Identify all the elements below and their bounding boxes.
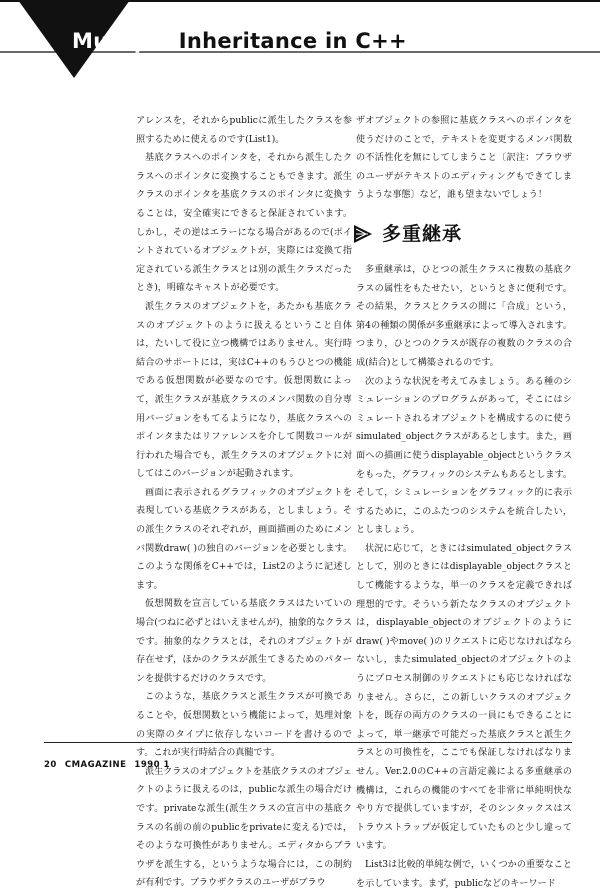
paragraph: 基底クラスへのポインタを，それから派生したクラスへのポインタに変換することもできます。派生クラスのポインタを基底クラスのポインタに変換することは，安全確実にできると保証されています。しかし，その逆はエラーになる場合があるので(ポイントされているオブジェクトが，実際には変換て指定されている派生クラスとは別の派生クラスだったとき)，明確なキャストが必要です。 <box>136 153 352 294</box>
magazine-name: CMAGAZINE <box>64 760 127 770</box>
paragraph: このような，基底クラスと派生クラスが可換であることや，仮想関数という機能によって，処理対象の実際のタイプに依存しないコードを書けるのです。これが実行時結合の真髄です。 <box>136 692 352 759</box>
paragraph: 多重継承は，ひとつの派生クラスに複数の基底クラスの属性をもたせたい，というときに便利です。その結果，クラスとクラスの間に「合成」という，第4の種類の関係が多重継承によって導入されます。つまり，ひとつのクラスが既存の複数のクラスの合成(結合)として構築されるのです。 <box>356 264 572 368</box>
title-part-1: Multiple <box>72 29 172 53</box>
header-band <box>0 0 600 78</box>
paragraph: 仮想関数を宣言している基底クラスはたいていの場合(つねに必ずとはいえませんが)，抽象的なクラスです。抽象的なクラスとは，それのオブジェクトが存在せず，ほかのクラスが派生てきるためのパターンを提供するだけのクラスです。 <box>136 599 352 684</box>
paragraph: 次のような状況を考えてみましょう。ある種のシミュレーションのプログラムがあって，そこにはシミュレートされるオブジェクトを構成するのに使うsimulated_objectクラスがあるとします。また，画面への描画に使うdisplayable_objectというクラスをもった，グラフィックのシステムもあるとします。そして，シミュレーションをグラフィック的に表示するために，このふたつのシステムを統合したい，としましょう。 <box>356 376 572 536</box>
paragraph: List3は比較的単純な例で，いくつかの重要なことを示しています。まず，publicなどのキーワード <box>356 859 572 889</box>
section-heading <box>352 219 572 249</box>
right-column <box>356 112 572 893</box>
paragraph: 派生クラスのオブジェクトを，あたかも基底クラスのオブジェクトのように扱えるということ自体は，たいして役に立つ機構ではありません。実行時結合のサポートには，実はC++のもうひとつの機能である仮想関数が必要なのです。仮想関数によって，派生クラスが基底クラスのメンバ関数の自分専用バージョンをもてるようになり，基底クラスへのポインタまたはリファレンスを介して関数コールが行われた場合でも，派生クラスのオブジェクトに対してはこのバージョンが起動されます。 <box>136 301 352 480</box>
footer-rule <box>44 742 572 743</box>
left-column <box>136 112 352 893</box>
paragraph: 派生クラスのオブジェクトを基底クラスのオブジェクトのように扱えるのは，publicな派生の場合だけです。privateな派生(派生クラスの宣言中の基底クラスの名前の前のpublicをprivateに変える)では，そのような可換性がありません。エディタからブラウザを派生する，というような場合には，この制約が有利です。ブラウザクラスのユーザがブラウ <box>136 766 352 889</box>
section-arrow-icon <box>352 223 374 245</box>
title-part-2: Inheritance in C++ <box>171 29 407 53</box>
paragraph: 状況に応じて，ときにはsimulated_objectクラスとして，別のときにはdisplayable_objectクラスとして機能するような，単一のクラスを定義できれば理想的です。そういう新たなクラスのオブジェクトは，displayable_objectのオブジェクトのようにdraw( )やmove( )のリクエストに応じなければならないし，またsimulated_objectのオブジェクトのようにプロセス制御のリクエストにも応じなければなりません。さらに，この新しいクラスのオブジェクトを，既存の両方のクラスの一員にもできることによって，単一継承で可能だった基底クラスと派生クラスとの可換性を，ここでも保証しなければなりません。Ver.2.0のC++の言語定義による多重継承の機構は，これらの機能のすべてを非常に単純明快なやり方で提供していますが，そのシンタックスはストラウストラップが仮定していたものと少し違っています。 <box>356 543 572 852</box>
paragraph: アレンスを，それからpublicに派生したクラスを参照するために使えるのです(List1)。 <box>136 116 352 145</box>
footer <box>44 760 178 770</box>
paragraph: 画面に表示されるグラフィックのオブジェクトを表現している基底クラスがある，としましょう。その派生クラスのそれぞれが，画面描画のためにメンバ関数draw( )の独自のバージョンを必要とします。このような関係をC++では，List2のように記述します。 <box>136 487 352 591</box>
section-heading-text: 多重継承 <box>382 222 463 245</box>
page-number: 20 <box>44 760 57 770</box>
article-title <box>72 29 407 53</box>
issue-date: 1990 1 <box>134 760 170 770</box>
paragraph: ザオブジェクトの参照に基底クラスへのポインタを使うだけのことで，テキストを変更するメンバ関数の不活性化を無にしてしまうこと〔訳注：ブラウザのユーザがテキストのエディティングもできてしまうような事態〕など，誰も望まないでしょう！ <box>356 116 572 201</box>
